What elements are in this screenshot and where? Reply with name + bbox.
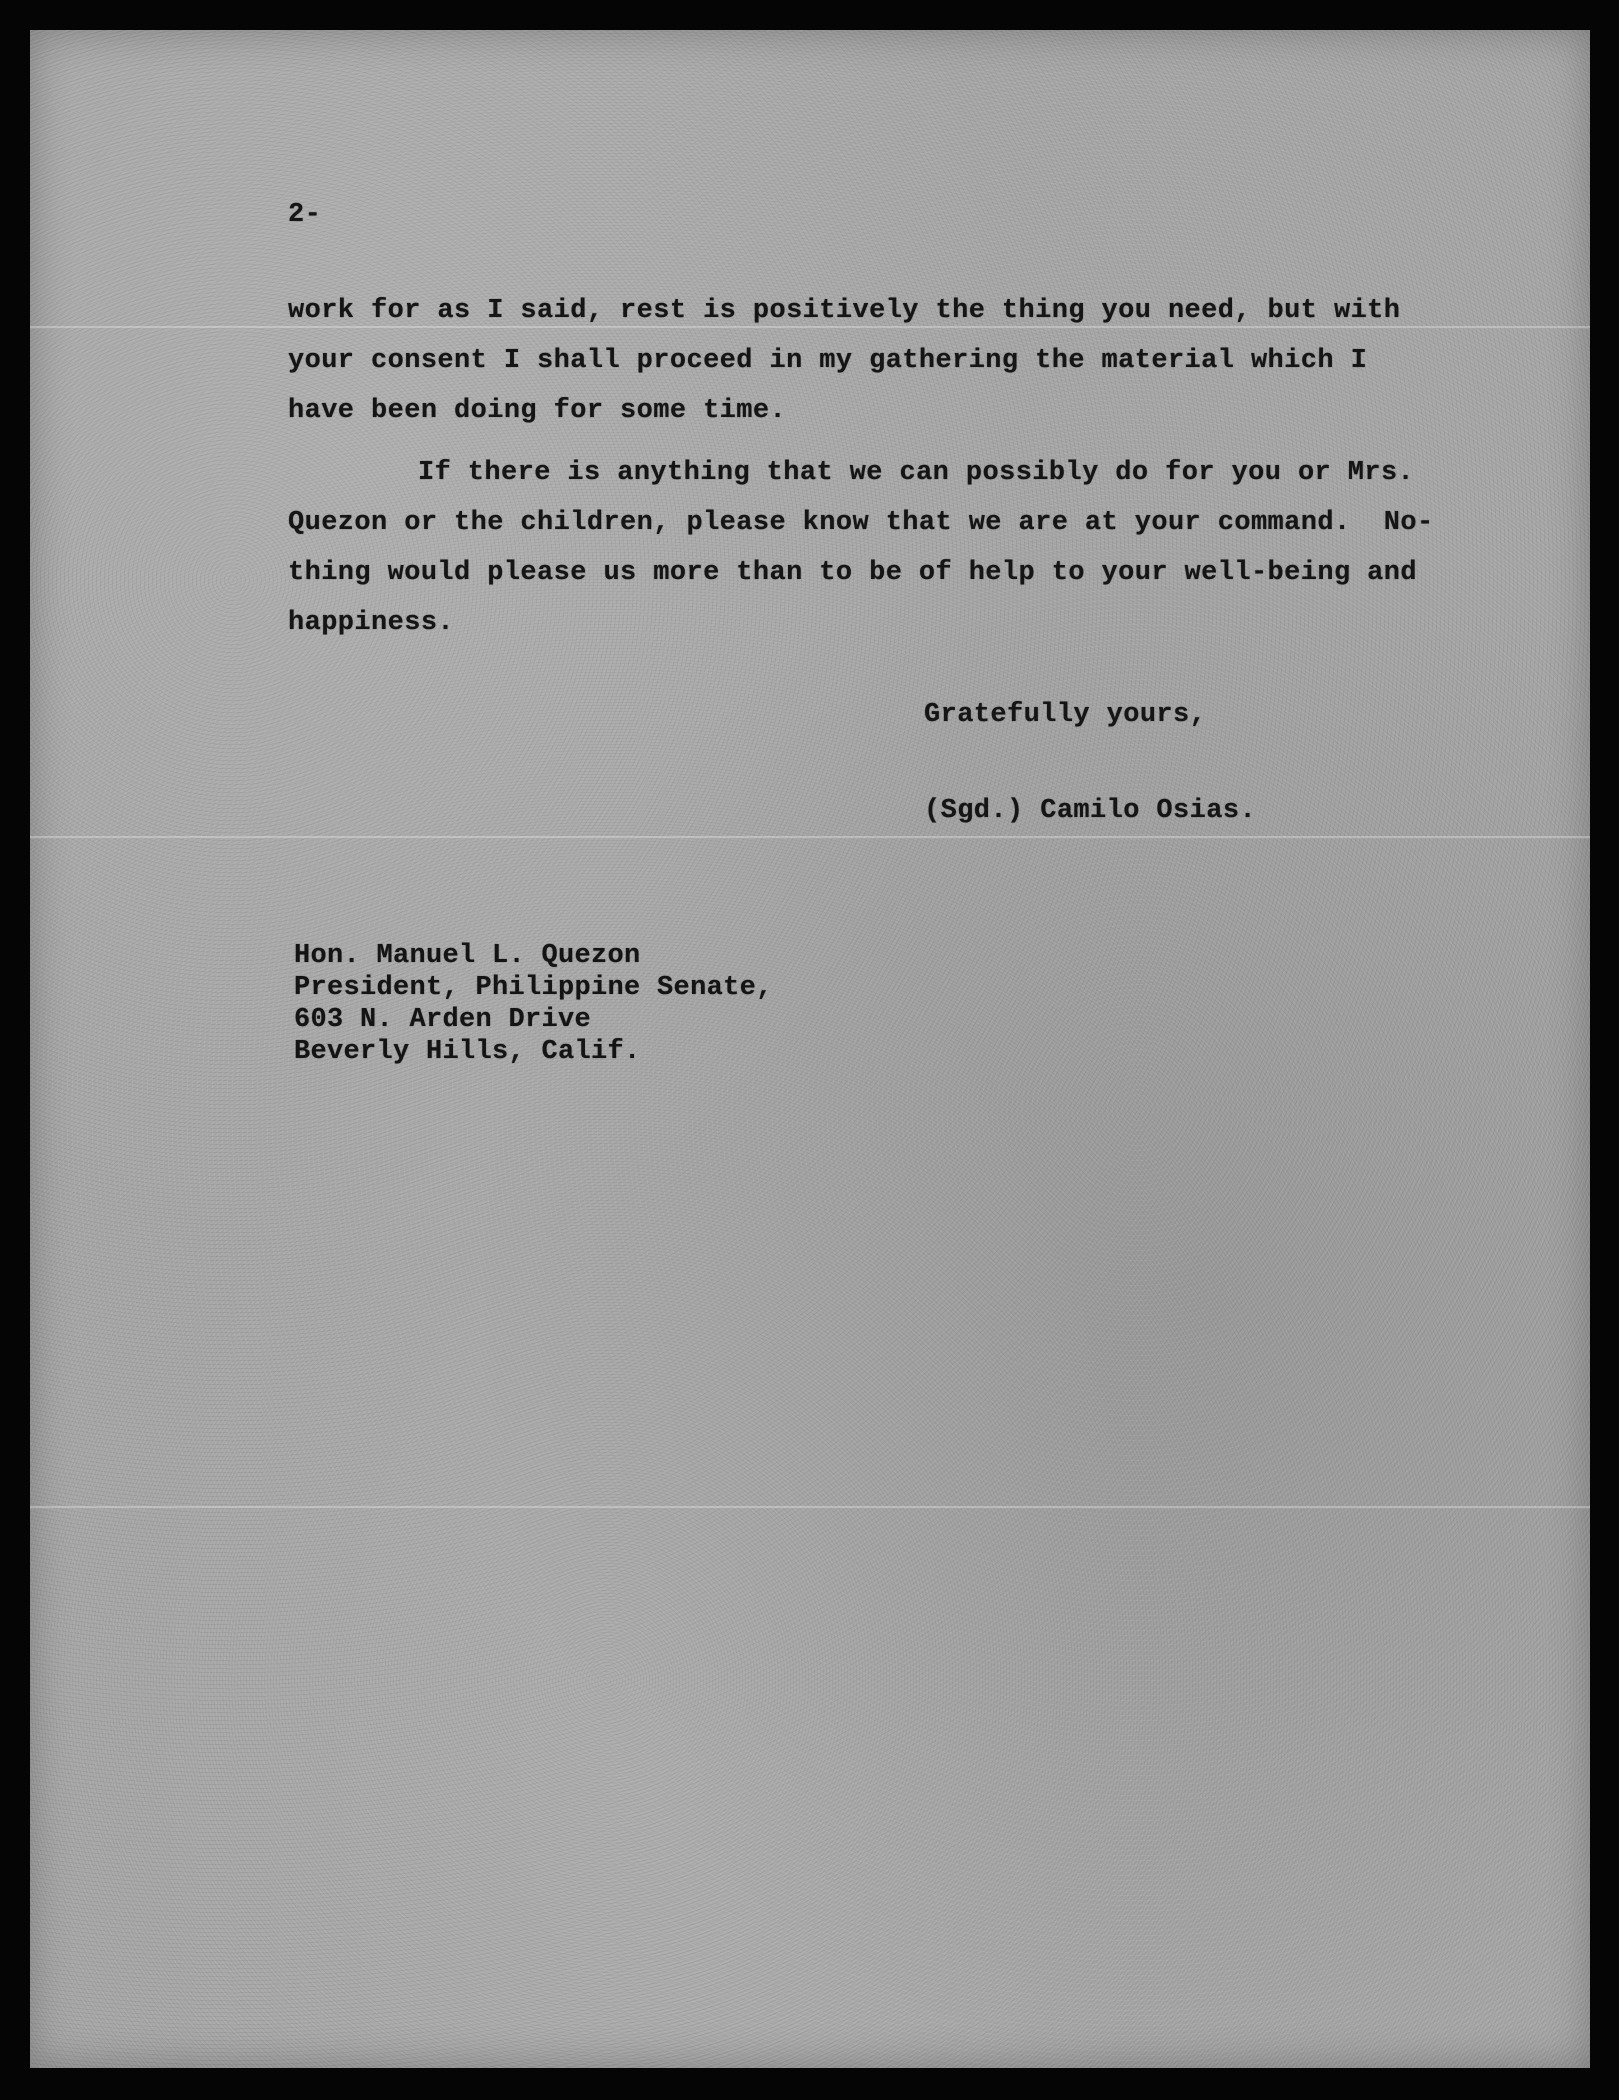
address-line: Beverly Hills, Calif. — [294, 1037, 641, 1067]
paper-fold-line — [30, 326, 1590, 329]
letter-page — [30, 30, 1590, 2068]
body-line: If there is anything that we can possibly do for you or Mrs. — [418, 458, 1415, 488]
paper-fold-line — [30, 1506, 1590, 1509]
paper-fold-line — [30, 836, 1590, 839]
address-line: Hon. Manuel L. Quezon — [294, 941, 641, 971]
closing-salutation: Gratefully yours, — [924, 700, 1207, 730]
body-line: Quezon or the children, please know that we are at your command. No- — [288, 508, 1434, 538]
body-line: your consent I shall proceed in my gathering the material which I — [288, 346, 1368, 376]
address-line: President, Philippine Senate, — [294, 973, 773, 1003]
body-line: work for as I said, rest is positively the thing you need, but with — [288, 296, 1401, 326]
address-line: 603 N. Arden Drive — [294, 1005, 592, 1035]
page-number: 2- — [288, 200, 322, 230]
body-line: happiness. — [288, 608, 455, 638]
body-line: thing would please us more than to be of help to your well-being and — [288, 558, 1417, 588]
body-line: have been doing for some time. — [288, 396, 787, 426]
signature-line: (Sgd.) Camilo Osias. — [924, 796, 1257, 826]
